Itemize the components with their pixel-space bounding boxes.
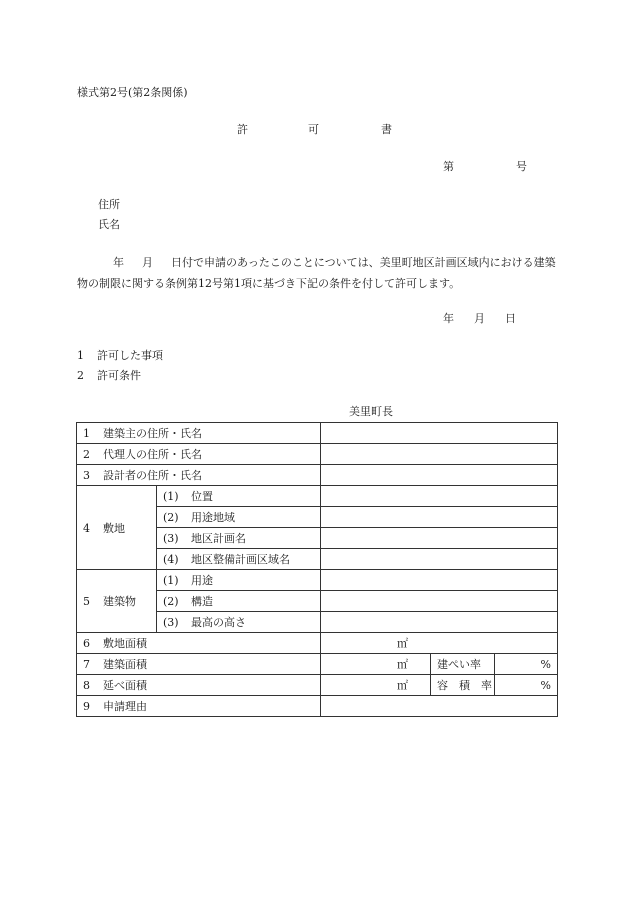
row-label: 9 申請理由	[77, 696, 321, 717]
table-row	[77, 486, 558, 507]
form-number: 様式第2号(第2条関係)	[77, 86, 188, 99]
max-height-field[interactable]	[321, 612, 558, 633]
floor-area-ratio-label: 容 積 率	[431, 675, 495, 696]
issuer-title: 美里町長	[349, 405, 393, 418]
sub-label: (4) 地区整備計画区域名	[157, 549, 321, 570]
number-suffix: 号	[516, 160, 527, 173]
date-month: 月	[474, 312, 485, 325]
body-year: 年	[113, 256, 124, 269]
unit-sqm: ㎡	[397, 637, 408, 650]
name-label: 氏名	[98, 218, 120, 231]
builder-address-name-field[interactable]	[321, 423, 558, 444]
table-row	[77, 675, 558, 696]
sub-label: (1) 用途	[157, 570, 321, 591]
permit-details-table	[76, 422, 558, 717]
district-improvement-area-field[interactable]	[321, 549, 558, 570]
list-item: 2 許可条件	[77, 369, 141, 382]
sub-label: (3) 最高の高さ	[157, 612, 321, 633]
row-label: 1 建築主の住所・氏名	[77, 423, 321, 444]
coverage-ratio-field[interactable]	[495, 654, 558, 675]
row-label: 5 建築物	[77, 570, 157, 633]
total-floor-area-field[interactable]	[321, 675, 431, 696]
row-label: 8 延べ面積	[77, 675, 321, 696]
title-char: 書	[381, 123, 392, 136]
title-char: 許	[237, 123, 248, 136]
row-label: 4 敷地	[77, 486, 157, 570]
date-day: 日	[505, 312, 516, 325]
percent-unit: %	[540, 678, 551, 692]
body-month: 月	[142, 256, 153, 269]
list-item: 1 許可した事項	[77, 349, 163, 362]
body-text: 日付で申請のあったこのことについては、美里町地区計画区域内における建築物の制限に関する条例第12号第1項に基づき下記の条件を付して許可します。	[77, 256, 556, 290]
row-label: 3 設計者の住所・氏名	[77, 465, 321, 486]
agent-address-name-field[interactable]	[321, 444, 558, 465]
zoning-district-field[interactable]	[321, 507, 558, 528]
site-location-field[interactable]	[321, 486, 558, 507]
building-use-field[interactable]	[321, 570, 558, 591]
building-area-field[interactable]	[321, 654, 431, 675]
title-char: 可	[308, 123, 319, 136]
sub-label: (2) 構造	[157, 591, 321, 612]
unit-sqm: ㎡	[397, 658, 408, 671]
address-label: 住所	[98, 198, 120, 211]
table-row	[77, 696, 558, 717]
table-row	[77, 465, 558, 486]
document-title	[237, 124, 392, 135]
table-row	[77, 570, 558, 591]
coverage-ratio-label: 建ぺい率	[431, 654, 495, 675]
body-paragraph	[77, 252, 557, 294]
table-row	[77, 633, 558, 654]
site-area-field[interactable]	[321, 633, 558, 654]
floor-area-ratio-field[interactable]	[495, 675, 558, 696]
percent-unit: %	[540, 657, 551, 671]
table-row	[77, 444, 558, 465]
application-reason-field[interactable]	[321, 696, 558, 717]
number-prefix: 第	[443, 160, 454, 173]
sub-label: (1) 位置	[157, 486, 321, 507]
district-plan-name-field[interactable]	[321, 528, 558, 549]
designer-address-name-field[interactable]	[321, 465, 558, 486]
sub-label: (2) 用途地域	[157, 507, 321, 528]
date-year: 年	[443, 312, 454, 325]
row-label: 7 建築面積	[77, 654, 321, 675]
table-row	[77, 654, 558, 675]
row-label: 6 敷地面積	[77, 633, 321, 654]
sub-label: (3) 地区計画名	[157, 528, 321, 549]
table-row	[77, 423, 558, 444]
building-structure-field[interactable]	[321, 591, 558, 612]
issue-date	[443, 313, 516, 324]
row-label: 2 代理人の住所・氏名	[77, 444, 321, 465]
unit-sqm: ㎡	[397, 679, 408, 692]
